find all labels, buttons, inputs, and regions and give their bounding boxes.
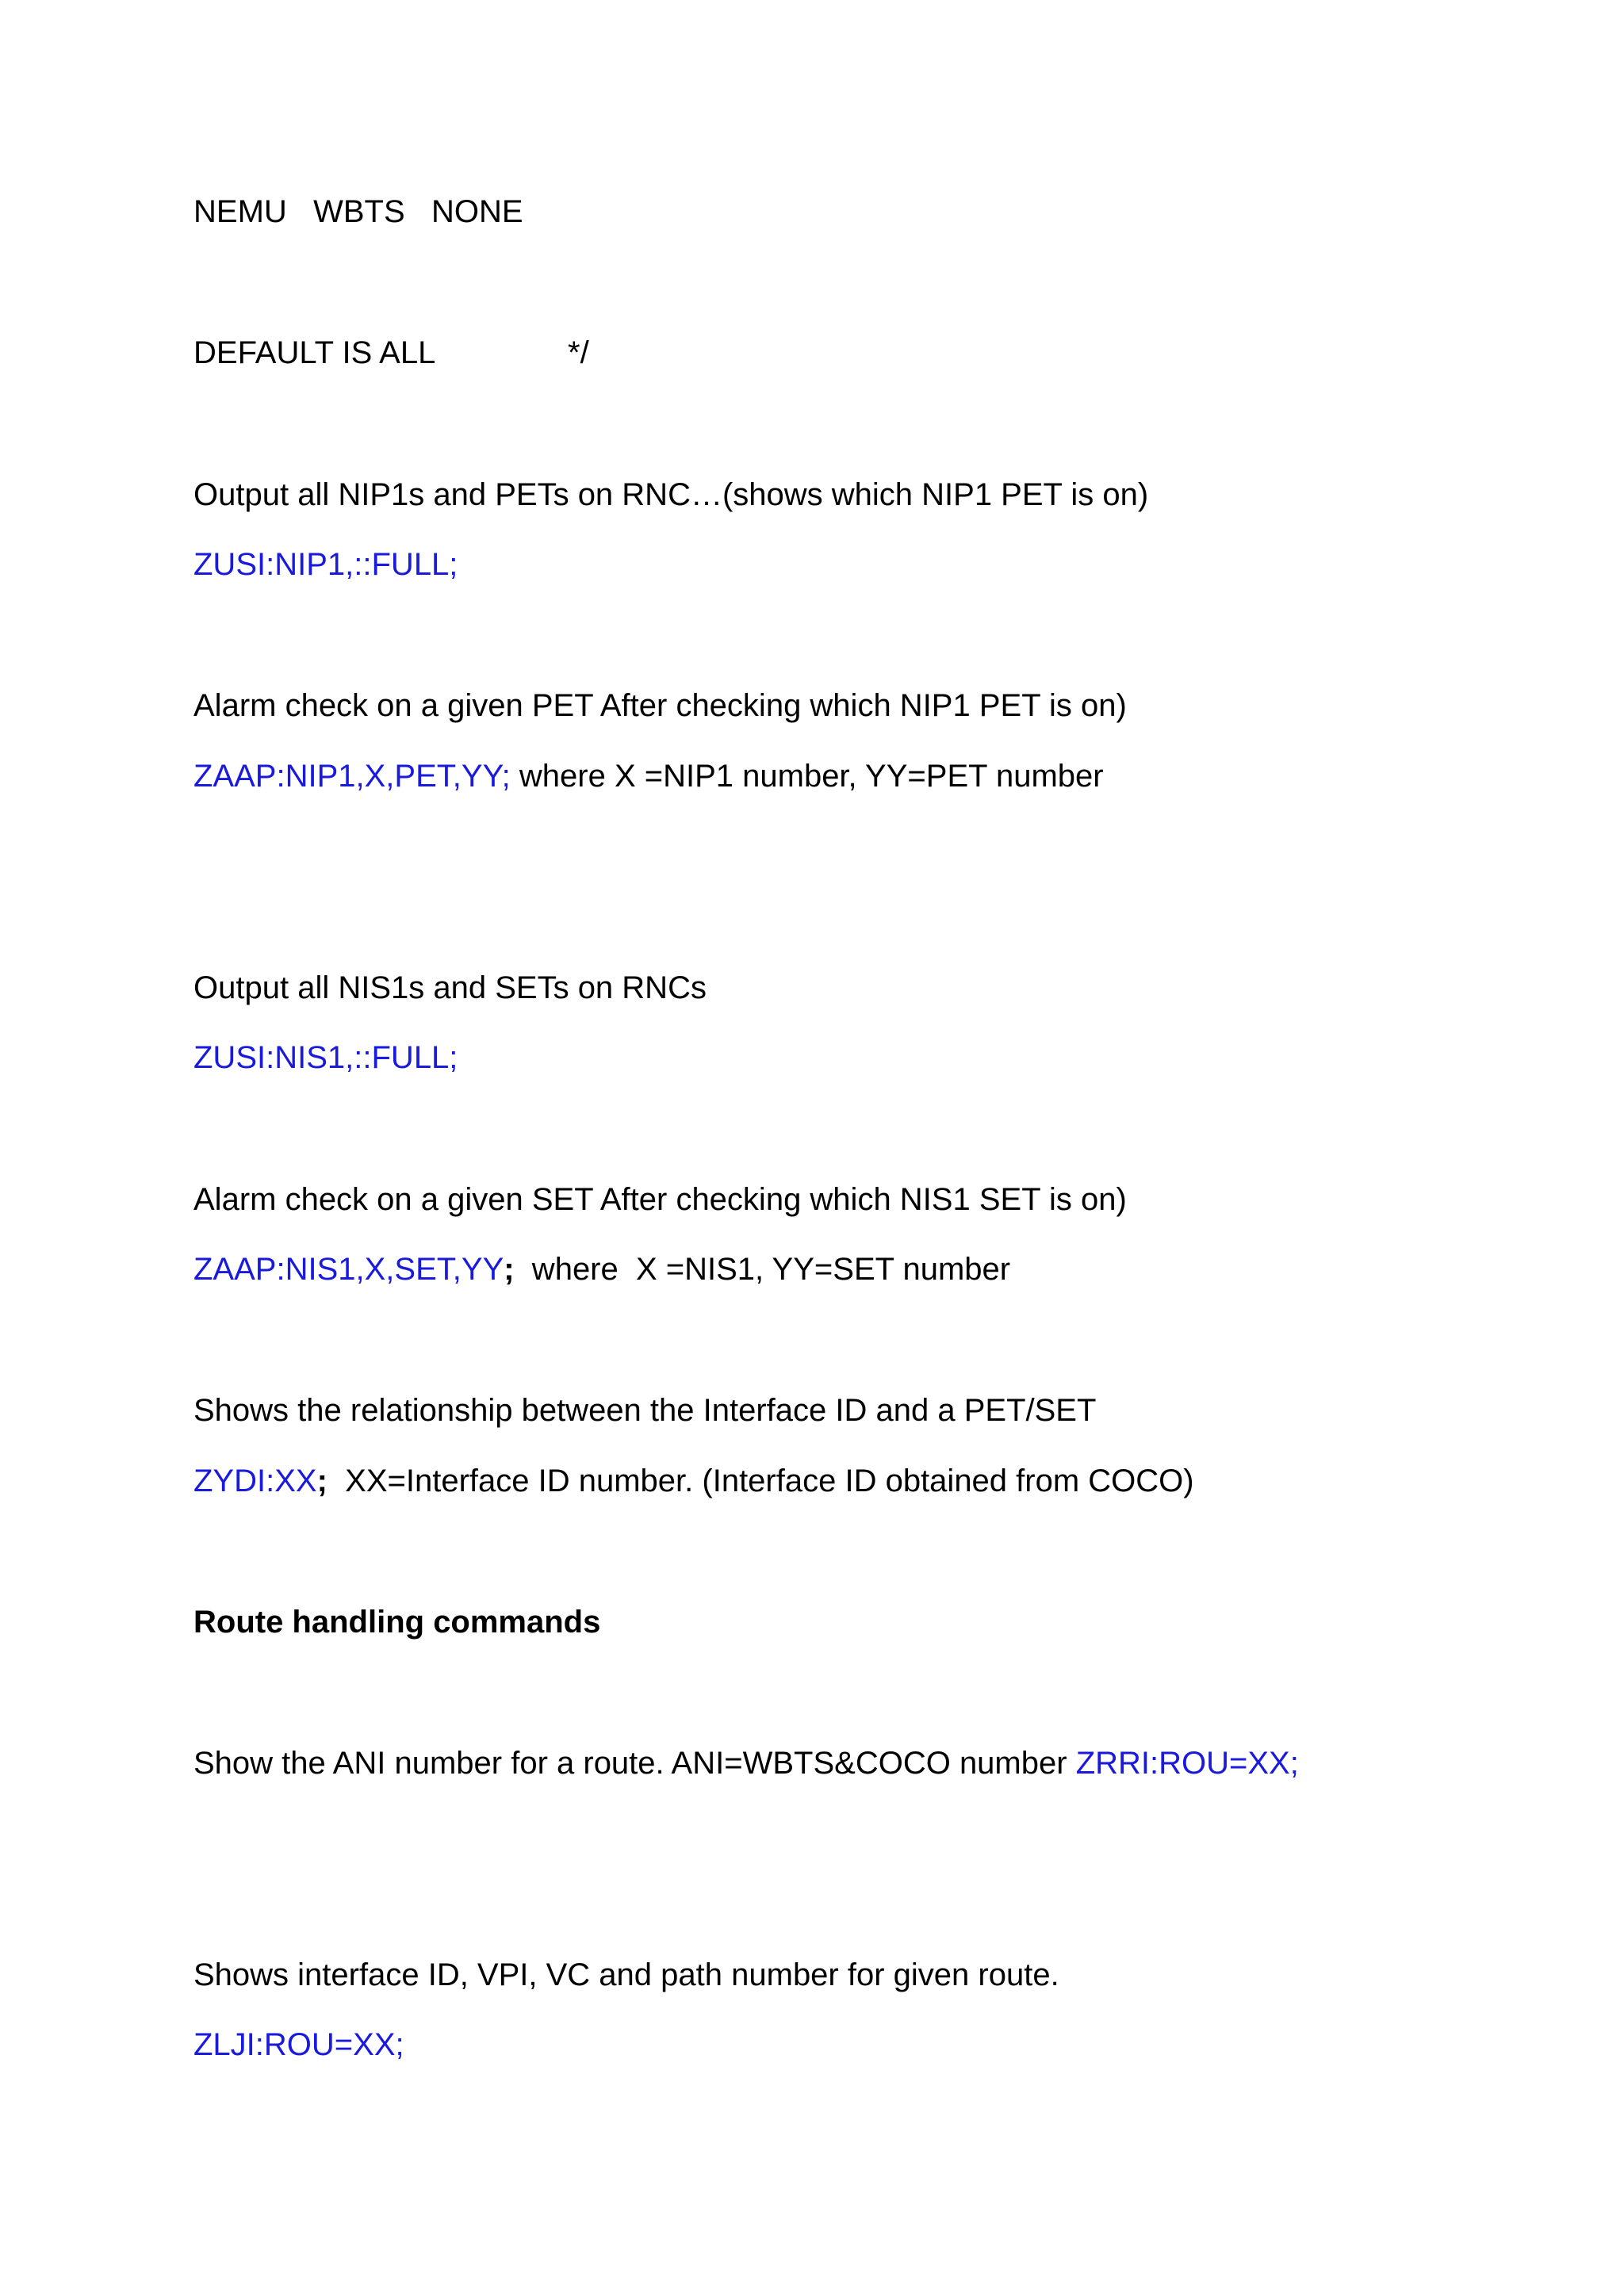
zaap-nip1-command: ZAAP:NIP1,X,PET,YY;: [193, 759, 511, 794]
interface-relationship-description: Shows the relationship between the Interface ID and a PET/SET: [193, 1393, 1097, 1428]
zydi-command: ZYDI:XX: [193, 1464, 317, 1498]
zydi-semicolon: ;: [316, 1464, 327, 1498]
interface-vpi-description: Shows interface ID, VPI, VC and path number for given route.: [193, 1957, 1059, 1992]
zlji-command: ZLJI:ROU=XX;: [193, 2027, 404, 2062]
default-is-all-text: DEFAULT IS ALL: [193, 335, 436, 370]
alarm-check-pet-description: Alarm check on a given PET After checking which NIP1 PET is on): [193, 688, 1127, 723]
zaap-nis1-semicolon: ;: [504, 1252, 515, 1287]
comment-close: */: [568, 335, 589, 370]
zaap-nip1-explanation: where X =NIP1 number, YY=PET number: [510, 759, 1104, 794]
output-nis1-description: Output all NIS1s and SETs on RNCs: [193, 970, 707, 1005]
zusi-nip1-command: ZUSI:NIP1,::FULL;: [193, 547, 458, 582]
zaap-nis1-explanation: where X =NIS1, YY=SET number: [514, 1252, 1011, 1287]
default-is-all-line: [193, 334, 589, 372]
zrri-command: ZRRI:ROU=XX;: [1075, 1746, 1299, 1781]
route-handling-heading: Route handling commands: [193, 1605, 601, 1640]
output-nip1-description: Output all NIP1s and PETs on RNC…(shows which NIP1 PET is on): [193, 477, 1149, 512]
ani-number-description: Show the ANI number for a route. ANI=WBTS&COCO number: [193, 1746, 1076, 1781]
zusi-nis1-command: ZUSI:NIS1,::FULL;: [193, 1040, 458, 1075]
zaap-nis1-command: ZAAP:NIS1,X,SET,YY: [193, 1252, 504, 1287]
nemu-wbts-none-line: NEMU WBTS NONE: [193, 194, 523, 229]
zaap-nis1-line: [193, 1250, 1010, 1288]
ani-number-line: [193, 1744, 1299, 1782]
zydi-explanation: XX=Interface ID number. (Interface ID obtained from COCO): [327, 1464, 1194, 1498]
zaap-nip1-line: [193, 757, 1104, 795]
zydi-line: [193, 1462, 1194, 1500]
alarm-check-set-description: Alarm check on a given SET After checking which NIS1 SET is on): [193, 1182, 1127, 1217]
